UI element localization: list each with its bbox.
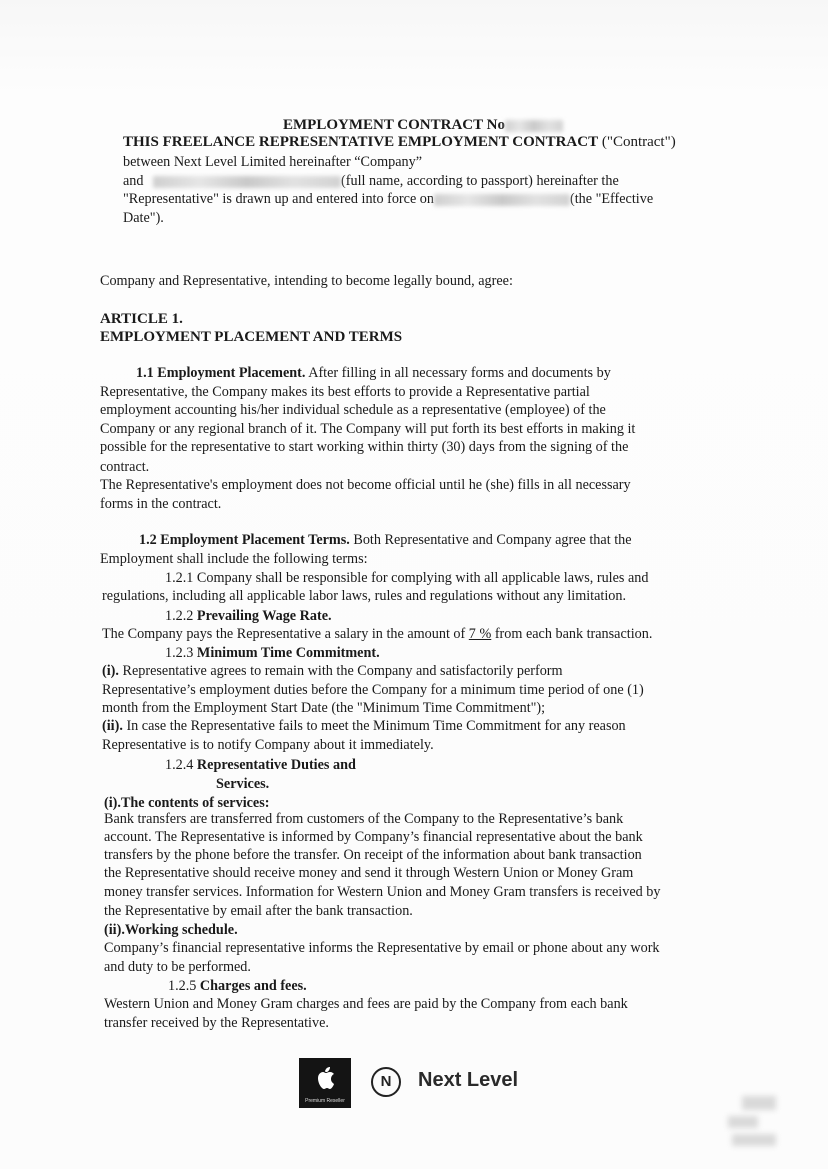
apple-badge-text: Premium Reseller	[305, 1098, 345, 1104]
s125-line-1: Western Union and Money Gram charges and fees are paid by the Company from each bank	[104, 996, 628, 1012]
s124-ii-title: (ii).Working schedule.	[104, 922, 238, 938]
contract-title: THIS FREELANCE REPRESENTATIVE EMPLOYMENT CONTRACT	[123, 134, 599, 150]
s125-heading-line	[168, 977, 307, 995]
s124-ii-line-1: Company’s financial representative informs the Representative by email or phone about any work	[104, 940, 660, 956]
s11-line-6: contract.	[100, 459, 150, 475]
s123-ii-line-1	[102, 717, 626, 735]
article-number: ARTICLE 1.	[100, 311, 183, 327]
s122-text-b: from each bank transaction.	[491, 626, 653, 642]
wage-rate-value: 7 %	[468, 626, 492, 642]
s124-i-line-2: account. The Representative is informed by Company’s financial representative about the bank	[104, 829, 643, 845]
contract-title-line	[123, 133, 676, 151]
s123-i-line-3: month from the Employment Start Date (the "Minimum Time Commitment");	[102, 700, 546, 716]
s124-i-line-6: the Representative by email after the bank transaction.	[104, 903, 413, 919]
s122-line	[102, 625, 652, 643]
s125-title: Charges and fees.	[199, 978, 307, 994]
s12-line-1	[139, 531, 632, 549]
contract-title-tail: ("Contract")	[598, 134, 676, 150]
contract-number-line	[283, 116, 563, 134]
redacted-stamp-1	[742, 1096, 776, 1110]
s123-i-line-2: Representative’s employment duties before the Company for a minimum time period of one (1)	[102, 682, 644, 698]
apple-reseller-logo	[299, 1058, 351, 1108]
s12-text-1: Both Representative and Company agree that the	[349, 532, 632, 548]
redacted-contract-number	[505, 120, 563, 132]
s123-i-label: (i).	[102, 663, 119, 679]
s11-line-8: forms in the contract.	[100, 496, 222, 512]
s124-i-line-3: transfers by the phone before the transfer. On receipt of the information about bank transaction	[104, 847, 642, 863]
s123-number: 1.2.3	[165, 645, 197, 661]
and-line	[123, 172, 619, 190]
s121-line-1: 1.2.1 Company shall be responsible for complying with all applicable laws, rules and	[165, 570, 649, 586]
s123-i-text-1: Representative agrees to remain with the Company and satisfactorily perform	[118, 663, 563, 679]
s122-heading-line	[165, 607, 332, 625]
s12-line-2: Employment shall include the following terms:	[100, 551, 368, 567]
effective-tail: (the "Effective	[570, 191, 654, 207]
s123-ii-line-2: Representative is to notify Company about it immediately.	[102, 737, 434, 753]
next-level-n-icon: N	[371, 1067, 401, 1097]
s12-heading: 1.2 Employment Placement Terms.	[139, 532, 350, 548]
s124-i-line-1: Bank transfers are transferred from customers of the Company to the Representative’s bank	[104, 811, 624, 827]
between-line: between Next Level Limited hereinafter “Company”	[123, 154, 422, 170]
redacted-effective-date	[434, 194, 570, 206]
s11-line-5: possible for the representative to start working within thirty (30) days from the signing of the	[100, 439, 629, 455]
redacted-stamp-3	[732, 1134, 776, 1146]
s123-ii-label: (ii).	[102, 718, 123, 734]
s124-title-1: Representative Duties and	[196, 757, 356, 773]
s124-title-2: Services.	[216, 776, 270, 792]
s124-i-line-5: money transfer services. Information for Western Union and Money Gram transfers is received by	[104, 884, 661, 900]
s124-number: 1.2.4	[165, 757, 197, 773]
s11-line-3: employment accounting his/her individual schedule as a representative (employee) of the	[100, 402, 606, 418]
s124-i-title: (i).The contents of services:	[104, 795, 270, 811]
representative-text: "Representative" is drawn up and entered into force on	[123, 191, 434, 207]
s11-text-1: After filling in all necessary forms and documents by	[305, 365, 611, 381]
s123-heading-line	[165, 644, 380, 662]
date-line: Date").	[123, 210, 164, 226]
s11-line-2: Representative, the Company makes its best efforts to provide a Representative partial	[100, 384, 590, 400]
s125-number: 1.2.5	[168, 978, 200, 994]
s123-ii-text-1: In case the Representative fails to meet the Minimum Time Commitment for any reason	[122, 718, 626, 734]
s122-title: Prevailing Wage Rate.	[196, 608, 332, 624]
s11-line-7: The Representative's employment does not become official until he (she) fills in all necessary	[100, 477, 631, 493]
s123-title: Minimum Time Commitment.	[196, 645, 380, 661]
s124-i-line-4: the Representative should receive money and send it through Western Union or Money Gram	[104, 865, 634, 881]
full-name-note: (full name, according to passport) hereinafter the	[341, 173, 619, 189]
redacted-full-name	[153, 176, 341, 188]
s122-text-a: The Company pays the Representative a salary in the amount of	[102, 626, 469, 642]
s122-number: 1.2.2	[165, 608, 197, 624]
s11-line-1	[136, 364, 611, 382]
apple-icon	[299, 1058, 351, 1098]
s123-i-line-1	[102, 662, 563, 680]
s11-line-4: Company or any regional branch of it. The Company will put forth its best efforts in making it	[100, 421, 636, 437]
representative-line	[123, 190, 653, 208]
and-label: and	[123, 173, 144, 189]
next-level-brand-name: Next Level	[418, 1069, 519, 1091]
s121-line-2: regulations, including all applicable labor laws, rules and regulations without any limitation.	[102, 588, 627, 604]
s125-line-2: transfer received by the Representative.	[104, 1015, 329, 1031]
article-title: EMPLOYMENT PLACEMENT AND TERMS	[100, 329, 403, 345]
s11-heading: 1.1 Employment Placement.	[136, 365, 306, 381]
s124-ii-line-2: and duty to be performed.	[104, 959, 251, 975]
s124-heading-line	[165, 756, 356, 774]
redacted-stamp-2	[728, 1116, 758, 1128]
intro-paragraph: Company and Representative, intending to become legally bound, agree:	[100, 273, 513, 289]
contract-number-label: EMPLOYMENT CONTRACT No	[283, 117, 505, 133]
